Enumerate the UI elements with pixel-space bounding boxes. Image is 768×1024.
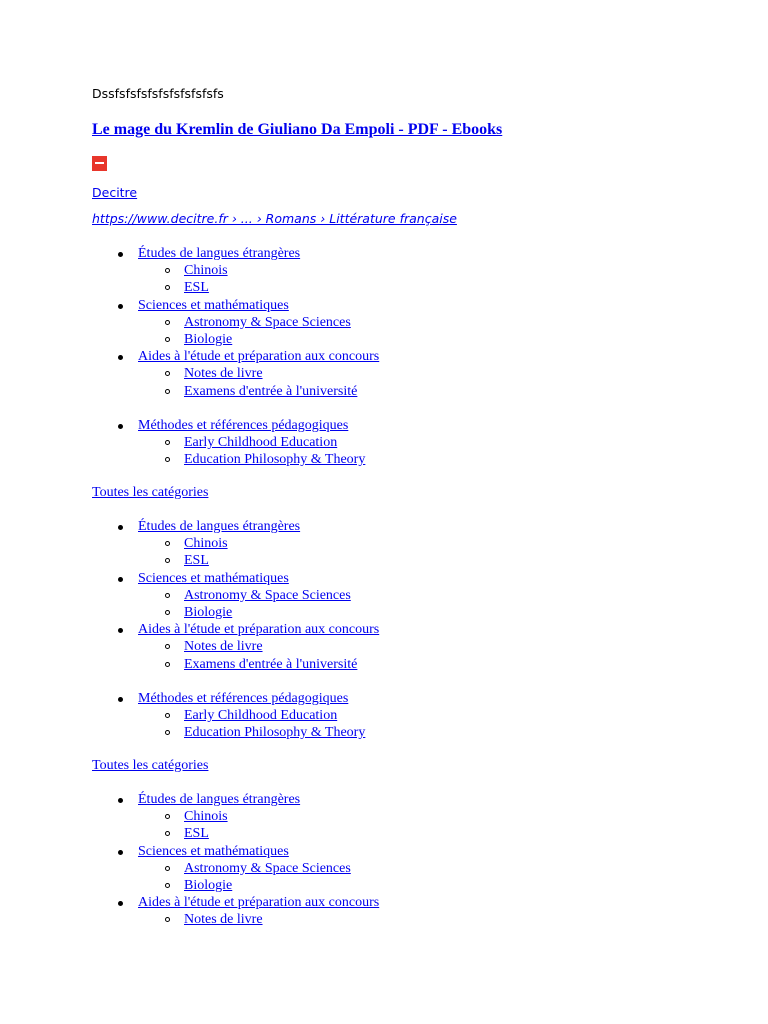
circle-bullet-icon bbox=[165, 541, 170, 546]
circle-bullet-icon bbox=[165, 644, 170, 649]
bullet-icon bbox=[118, 525, 123, 530]
all-categories-link[interactable]: Toutes les catégories bbox=[92, 757, 209, 773]
circle-bullet-icon bbox=[165, 389, 170, 394]
bullet-icon bbox=[118, 901, 123, 906]
subcategory-item bbox=[184, 314, 351, 331]
bullet-icon bbox=[118, 355, 123, 360]
category-item bbox=[138, 417, 348, 434]
circle-bullet-icon bbox=[165, 457, 170, 462]
subcategory-link[interactable]: Early Childhood Education bbox=[184, 435, 338, 451]
subcategory-link[interactable]: Chinois bbox=[184, 809, 228, 825]
category-link[interactable]: Aides à l'étude et préparation aux concours bbox=[138, 349, 380, 365]
subcategory-item bbox=[184, 535, 228, 552]
circle-bullet-icon bbox=[165, 866, 170, 871]
bullet-icon bbox=[118, 304, 123, 309]
circle-bullet-icon bbox=[165, 337, 170, 342]
subcategory-item bbox=[184, 808, 228, 825]
category-link[interactable]: Méthodes et références pédagogiques bbox=[138, 418, 349, 433]
category-item bbox=[138, 518, 300, 535]
category-link[interactable]: Méthodes et références pédagogiques bbox=[138, 691, 349, 706]
category-item bbox=[138, 297, 289, 314]
circle-bullet-icon bbox=[165, 917, 170, 922]
subcategory-link[interactable]: Early Childhood Education bbox=[184, 708, 338, 724]
all-categories-link[interactable]: Toutes les catégories bbox=[92, 484, 209, 500]
bullet-icon bbox=[118, 628, 123, 633]
subcategory-link[interactable]: ESL bbox=[184, 826, 209, 842]
bullet-icon bbox=[118, 850, 123, 855]
category-item bbox=[138, 894, 379, 911]
subcategory-link[interactable]: Astronomy & Space Sciences bbox=[184, 860, 351, 876]
subcategory-item bbox=[184, 877, 232, 894]
category-link[interactable]: Sciences et mathématiques bbox=[138, 297, 289, 313]
bullet-icon bbox=[118, 798, 123, 803]
subcategory-item bbox=[184, 825, 209, 842]
subcategory-link[interactable]: Notes de livre bbox=[184, 366, 263, 382]
category-link[interactable]: Études de langues étrangères bbox=[138, 519, 301, 534]
subcategory-link[interactable]: Examens d'entrée à l'université bbox=[184, 383, 358, 399]
category-link[interactable]: Études de langues étrangères bbox=[138, 792, 301, 807]
bullet-icon bbox=[118, 424, 123, 429]
category-item bbox=[138, 843, 289, 860]
category-item bbox=[138, 621, 379, 638]
subcategory-item bbox=[184, 724, 365, 741]
category-link[interactable]: Aides à l'étude et préparation aux concours bbox=[138, 895, 380, 911]
bullet-icon bbox=[118, 697, 123, 702]
subcategory-item bbox=[184, 331, 232, 348]
result-title-link[interactable]: Le mage du Kremlin de Giuliano Da Empoli - PDF - Ebooks bbox=[92, 121, 503, 138]
circle-bullet-icon bbox=[165, 713, 170, 718]
subcategory-item bbox=[184, 911, 263, 928]
category-item bbox=[138, 791, 300, 808]
subcategory-item bbox=[184, 451, 365, 468]
subcategory-item bbox=[184, 365, 263, 382]
subcategory-link[interactable]: Biologie bbox=[184, 605, 233, 620]
category-link[interactable]: Sciences et mathématiques bbox=[138, 570, 289, 586]
subcategory-item bbox=[184, 434, 337, 451]
subcategory-link[interactable]: Chinois bbox=[184, 263, 228, 279]
subcategory-item bbox=[184, 262, 228, 279]
subcategory-item bbox=[184, 656, 357, 673]
subcategory-item bbox=[184, 604, 232, 621]
circle-bullet-icon bbox=[165, 440, 170, 445]
url-breadcrumb-link[interactable]: https://www.decitre.fr › ... › Romans › Littérature française bbox=[92, 211, 457, 226]
subcategory-item bbox=[184, 587, 351, 604]
subcategory-item bbox=[184, 707, 337, 724]
circle-bullet-icon bbox=[165, 320, 170, 325]
subcategory-link[interactable]: Education Philosophy & Theory bbox=[184, 452, 366, 468]
bullet-icon bbox=[118, 577, 123, 582]
subcategory-link[interactable]: Notes de livre bbox=[184, 912, 263, 928]
header-text: Dssfsfsfsfsfsfsfsfsfsfs bbox=[92, 86, 224, 101]
subcategory-link[interactable]: Astronomy & Space Sciences bbox=[184, 587, 351, 603]
subcategory-item bbox=[184, 638, 263, 655]
decitre-favicon-icon bbox=[92, 156, 107, 171]
circle-bullet-icon bbox=[165, 610, 170, 615]
category-link[interactable]: Sciences et mathématiques bbox=[138, 843, 289, 859]
subcategory-link[interactable]: Chinois bbox=[184, 536, 228, 552]
subcategory-item bbox=[184, 860, 351, 877]
subcategory-item bbox=[184, 383, 357, 400]
subcategory-link[interactable]: Education Philosophy & Theory bbox=[184, 725, 366, 741]
circle-bullet-icon bbox=[165, 730, 170, 735]
circle-bullet-icon bbox=[165, 883, 170, 888]
circle-bullet-icon bbox=[165, 662, 170, 667]
circle-bullet-icon bbox=[165, 371, 170, 376]
subcategory-link[interactable]: ESL bbox=[184, 553, 209, 569]
category-item bbox=[138, 245, 300, 262]
category-item bbox=[138, 570, 289, 587]
category-link[interactable]: Aides à l'étude et préparation aux concours bbox=[138, 622, 380, 638]
subcategory-link[interactable]: Notes de livre bbox=[184, 639, 263, 655]
subcategory-link[interactable]: Biologie bbox=[184, 332, 233, 347]
category-link[interactable]: Études de langues étrangères bbox=[138, 246, 301, 261]
subcategory-link[interactable]: Examens d'entrée à l'université bbox=[184, 656, 358, 672]
circle-bullet-icon bbox=[165, 831, 170, 836]
circle-bullet-icon bbox=[165, 814, 170, 819]
source-link[interactable]: Decitre bbox=[92, 185, 138, 200]
circle-bullet-icon bbox=[165, 268, 170, 273]
subcategory-item bbox=[184, 279, 209, 296]
subcategory-link[interactable]: ESL bbox=[184, 280, 209, 296]
subcategory-link[interactable]: Biologie bbox=[184, 878, 233, 893]
subcategory-item bbox=[184, 552, 209, 569]
circle-bullet-icon bbox=[165, 558, 170, 563]
category-item bbox=[138, 690, 348, 707]
category-item bbox=[138, 348, 379, 365]
circle-bullet-icon bbox=[165, 593, 170, 598]
bullet-icon bbox=[118, 252, 123, 257]
subcategory-link[interactable]: Astronomy & Space Sciences bbox=[184, 314, 351, 330]
circle-bullet-icon bbox=[165, 285, 170, 290]
